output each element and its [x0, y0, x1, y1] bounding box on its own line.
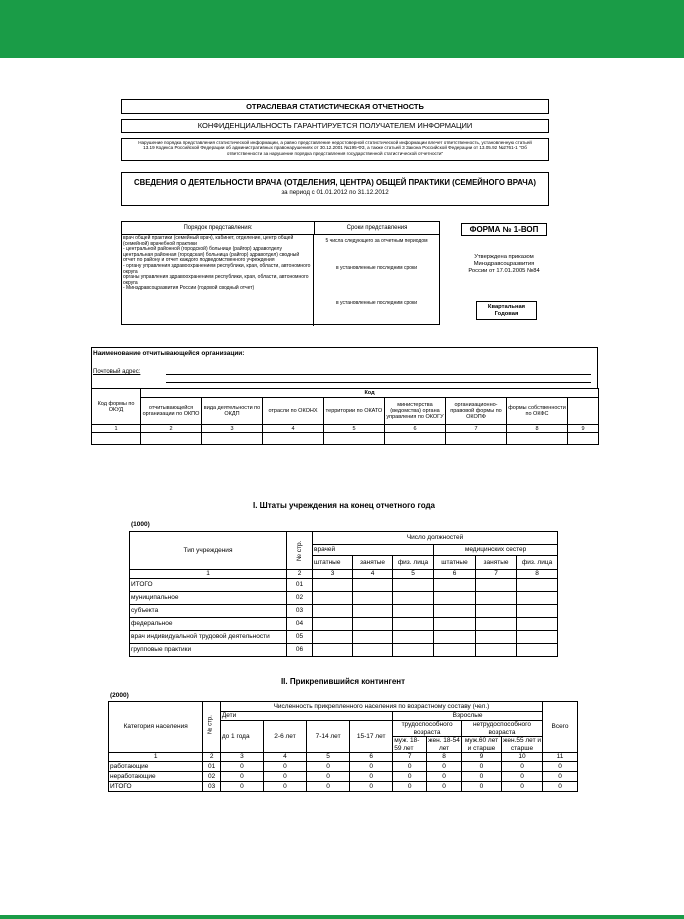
cell[interactable]: [393, 592, 434, 605]
cell[interactable]: [393, 579, 434, 592]
deadline-3: в установленные последним сроки: [336, 300, 417, 306]
staff-table: [129, 531, 558, 657]
column-number: 6: [350, 753, 393, 762]
col-adults: Взрослые: [393, 712, 543, 721]
submission-order-header: Порядок представления:: [122, 222, 315, 234]
sub-staff: штатные: [434, 556, 476, 570]
org-name-label: Наименование отчитывающейся организации:: [93, 350, 245, 357]
column-number: 4: [263, 425, 324, 433]
org-values-row: [92, 433, 599, 445]
warning-box: Нарушение порядка представления статистической информации, а равно представление недостоверной статистической информации влечет ответственность, установленную статьей 13.19 Кодекса Российской Федерации об административных правонарушениях от 30.12.2001 №195-ФЗ, а также статьей 3 Закона Российской Федерации от 13.05.92 №2761-1 "Об ответственности за нарушение порядка представления государственной статистической отчетности": [121, 138, 549, 161]
row-label: работающие: [109, 762, 203, 772]
cell[interactable]: [517, 618, 558, 631]
org-codes-table: [91, 388, 599, 445]
cell[interactable]: [353, 631, 393, 644]
cell[interactable]: [517, 579, 558, 592]
cell[interactable]: [517, 631, 558, 644]
col-nurses: медицинских сестер: [434, 545, 558, 556]
form-number: ФОРМА № 1-ВОП: [461, 223, 547, 236]
cell[interactable]: 0: [501, 782, 542, 792]
section2-title: II. Прикрепившийся контингент: [280, 677, 406, 686]
row-number: 02: [203, 772, 220, 782]
col-blank: [568, 398, 599, 425]
cell[interactable]: 0: [461, 762, 501, 772]
periodicity-annual: Годовая: [494, 311, 519, 317]
age-women-55-plus: жен.55 лет и старше: [503, 737, 542, 752]
code-header: Код: [141, 389, 599, 398]
cell[interactable]: [476, 579, 517, 592]
cell[interactable]: [393, 618, 434, 631]
footer-band: [0, 915, 684, 919]
code-value[interactable]: [507, 433, 568, 445]
section1-code: (1000): [131, 521, 150, 528]
column-number: 7: [393, 753, 427, 762]
sub-persons: физ. лица: [517, 556, 558, 570]
row-number: 01: [203, 762, 220, 772]
table-row: [109, 772, 578, 782]
cell[interactable]: [393, 631, 434, 644]
deadline-2: в установленные последним сроки: [336, 265, 417, 271]
contingent-numbers-row: [109, 753, 578, 762]
confidentiality-box: КОНФИДЕНЦИАЛЬНОСТЬ ГАРАНТИРУЕТСЯ ПОЛУЧАТЕЛЕМ ИНФОРМАЦИИ: [121, 119, 549, 133]
col-okud: Код формы по ОКУД: [92, 389, 141, 425]
column-number: 7: [446, 425, 507, 433]
cell[interactable]: [393, 644, 434, 657]
age-under-1: до 1 года: [220, 721, 263, 753]
cell[interactable]: 0: [307, 772, 350, 782]
table-row: [130, 605, 558, 618]
age-men-60-plus: муж.60 лет и старше: [461, 737, 501, 753]
submission-order-table: [121, 221, 440, 325]
column-number: 3: [220, 753, 263, 762]
column-number: 5: [307, 753, 350, 762]
cell[interactable]: 0: [350, 772, 393, 782]
age-15-17: 15-17 лет: [350, 721, 393, 753]
periodicity-quarterly: Квартальная: [487, 304, 526, 310]
staff-numbers-row: [130, 570, 558, 579]
cell[interactable]: 0: [307, 762, 350, 772]
col-okato: территории по ОКАТО: [324, 398, 385, 425]
code-value[interactable]: [324, 433, 385, 445]
column-number: 2: [287, 570, 313, 579]
section2-code: (2000): [110, 692, 129, 699]
cell[interactable]: [393, 605, 434, 618]
cell[interactable]: [476, 605, 517, 618]
age-2-6: 2-6 лет: [263, 721, 306, 753]
cell[interactable]: [313, 618, 353, 631]
col-row-number: № стр.: [287, 532, 313, 570]
cell[interactable]: 0: [263, 762, 306, 772]
col-doctors: врачей: [313, 545, 434, 556]
periodicity-box: [476, 301, 537, 320]
column-number: 5: [324, 425, 385, 433]
row-label: муниципальное: [130, 592, 287, 605]
org-numbers-row: [92, 425, 599, 433]
cell[interactable]: [476, 631, 517, 644]
table-row: [130, 644, 558, 657]
cell[interactable]: 0: [350, 782, 393, 792]
deadline-header: Сроки представления: [346, 225, 408, 231]
row-number: 05: [287, 631, 313, 644]
cell[interactable]: 0: [307, 782, 350, 792]
report-title: СВЕДЕНИЯ О ДЕЯТЕЛЬНОСТИ ВРАЧА (ОТДЕЛЕНИЯ, ЦЕНТРА) ОБЩЕЙ ПРАКТИКИ (СЕМЕЙНОГО ВРАЧА): [133, 178, 537, 187]
address-label: Почтовый адрес:: [93, 369, 141, 375]
row-number: 01: [287, 579, 313, 592]
cell[interactable]: 0: [427, 782, 462, 792]
column-number: 9: [461, 753, 501, 762]
cell[interactable]: 0: [263, 772, 306, 782]
code-value[interactable]: [92, 433, 141, 445]
col-okopf: организационно-правовой формы по ОКОПФ: [446, 398, 507, 425]
cell[interactable]: [517, 605, 558, 618]
col-nonworking-age: нетрудоспособного возраста: [461, 721, 542, 737]
code-value[interactable]: [385, 433, 446, 445]
column-number: 4: [353, 570, 393, 579]
cell[interactable]: [517, 644, 558, 657]
cell[interactable]: 0: [220, 782, 263, 792]
approval-text: Утверждена приказом Минздравсоцразвития России от 17.01.2005 №84: [468, 254, 540, 274]
report-period: за период с 01.01.2012 по 31.12.2012: [281, 189, 389, 196]
cell[interactable]: 0: [220, 762, 263, 772]
cell[interactable]: 0: [501, 762, 542, 772]
row-number: 03: [287, 605, 313, 618]
cell[interactable]: [434, 605, 476, 618]
col-working-age: трудоспособного возраста: [393, 721, 462, 737]
sub-persons: физ. лица: [393, 556, 434, 570]
column-number: 3: [202, 425, 263, 433]
column-number: 8: [427, 753, 462, 762]
column-number: 2: [141, 425, 202, 433]
sub-occupied: занятые: [476, 556, 517, 570]
row-label: неработающие: [109, 772, 203, 782]
row-label: групповые практики: [130, 644, 287, 657]
table-row: [130, 579, 558, 592]
cell[interactable]: 0: [543, 772, 578, 782]
col-okogu: министерства (ведомства) органа управления по ОКОГУ: [385, 398, 446, 425]
header-band: [0, 0, 684, 58]
column-number: 4: [263, 753, 306, 762]
cell[interactable]: 0: [350, 762, 393, 772]
cell[interactable]: [313, 579, 353, 592]
column-number: 6: [385, 425, 446, 433]
contingent-table: [108, 701, 578, 792]
cell[interactable]: [313, 631, 353, 644]
code-value[interactable]: [263, 433, 324, 445]
column-number: 5: [393, 570, 434, 579]
cell[interactable]: 0: [393, 762, 427, 772]
code-value[interactable]: [141, 433, 202, 445]
column-number: 3: [313, 570, 353, 579]
col-row-number: № стр.: [203, 702, 220, 753]
column-number: 1: [109, 753, 203, 762]
row-number: 02: [287, 592, 313, 605]
row-label: врач индивидуальной трудовой деятельности: [130, 631, 287, 644]
cell[interactable]: 0: [501, 772, 542, 782]
col-okonh: отрасли по ОКОНХ: [263, 398, 324, 425]
cell[interactable]: [353, 644, 393, 657]
age-women-18-54: жен. 18-54 лет: [428, 737, 460, 752]
cell[interactable]: 0: [393, 772, 427, 782]
col-okpo: отчитывающейся организации по ОКПО: [141, 398, 202, 425]
col-category: Категория населения: [109, 702, 203, 753]
col-institution-type: Тип учреждения: [130, 532, 287, 570]
table-row: [109, 782, 578, 792]
column-number: 2: [203, 753, 220, 762]
row-label: субъекта: [130, 605, 287, 618]
organization-block: [91, 347, 598, 389]
cell[interactable]: [313, 644, 353, 657]
col-children: Дети: [220, 712, 392, 721]
cell[interactable]: [434, 592, 476, 605]
cell[interactable]: [434, 644, 476, 657]
col-count: Численность прикрепленного населения по возрастному составу (чел.): [220, 702, 542, 712]
row-label: ИТОГО: [109, 782, 203, 792]
col-total: Всего: [543, 702, 578, 753]
cell[interactable]: [517, 592, 558, 605]
col-positions: Число должностей: [313, 532, 558, 545]
cell[interactable]: 0: [543, 762, 578, 772]
cell[interactable]: [476, 592, 517, 605]
cell[interactable]: [353, 592, 393, 605]
table-row: [130, 592, 558, 605]
column-number: 9: [568, 425, 599, 433]
code-value[interactable]: [568, 433, 599, 445]
cell[interactable]: [476, 618, 517, 631]
cell[interactable]: 0: [427, 772, 462, 782]
cell[interactable]: [353, 579, 393, 592]
column-number: 10: [501, 753, 542, 762]
address-line-2: [166, 382, 591, 383]
column-number: 8: [517, 570, 558, 579]
row-label: ИТОГО: [130, 579, 287, 592]
cell[interactable]: 0: [543, 782, 578, 792]
table-row: [130, 631, 558, 644]
cell[interactable]: [434, 618, 476, 631]
cell[interactable]: 0: [263, 782, 306, 792]
age-7-14: 7-14 лет: [307, 721, 350, 753]
table-row: [130, 618, 558, 631]
row-number: 06: [287, 644, 313, 657]
code-value[interactable]: [202, 433, 263, 445]
cell[interactable]: 0: [427, 762, 462, 772]
column-number: 8: [507, 425, 568, 433]
section1-title: I. Штаты учреждения на конец отчетного года: [252, 501, 436, 510]
cell[interactable]: [313, 592, 353, 605]
col-okfs: формы собственности по ОКФС: [507, 398, 568, 425]
submission-order-text: врач общей практики (семейный врач), кабинет, отделение, центр общей (семейной) врачебной практики - центральной районной (городской) больнице (райгор) здравотделу центральная районная (городская) больница (райгор) здравотдел) сводный отчет по району и отчет каждого подведомственного учреждения - органу управления здравоохранением республики, края, области, автономного округа органы управления здравоохранением республики, края, области, автономного округа - Минздравсоцразвития России (годовой сводный отчет): [122, 235, 314, 326]
address-line-1: [166, 374, 591, 375]
cell[interactable]: 0: [461, 782, 501, 792]
code-value[interactable]: [446, 433, 507, 445]
cell[interactable]: [313, 605, 353, 618]
report-title-box: [121, 172, 549, 206]
cell[interactable]: [434, 631, 476, 644]
column-number: 1: [92, 425, 141, 433]
cell[interactable]: [353, 605, 393, 618]
cell[interactable]: [353, 618, 393, 631]
deadline-1: 5 числа следующего за отчетным периодом: [325, 238, 428, 244]
cell[interactable]: 0: [461, 772, 501, 782]
row-number: 03: [203, 782, 220, 792]
cell[interactable]: [434, 579, 476, 592]
column-number: 11: [543, 753, 578, 762]
table-row: [109, 762, 578, 772]
column-number: 1: [130, 570, 287, 579]
col-okdp: вида деятельности по ОКДП: [202, 398, 263, 425]
stat-title-box: ОТРАСЛЕВАЯ СТАТИСТИЧЕСКАЯ ОТЧЕТНОСТЬ: [121, 99, 549, 114]
cell[interactable]: [476, 644, 517, 657]
cell[interactable]: 0: [220, 772, 263, 782]
cell[interactable]: 0: [393, 782, 427, 792]
column-number: 7: [476, 570, 517, 579]
sub-occupied: занятые: [353, 556, 393, 570]
row-label: федеральное: [130, 618, 287, 631]
sub-staff: штатные: [313, 556, 353, 570]
age-men-18-59: муж. 18-59 лет: [393, 737, 427, 753]
column-number: 6: [434, 570, 476, 579]
row-number: 04: [287, 618, 313, 631]
